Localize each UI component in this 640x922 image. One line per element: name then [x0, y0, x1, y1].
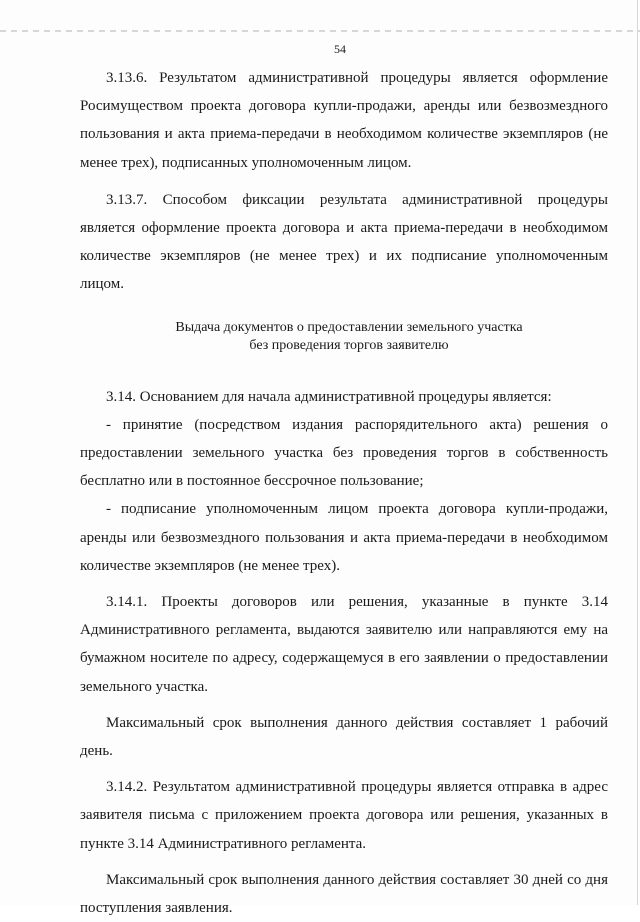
- scan-artifact-top: [0, 30, 640, 32]
- paragraph-3-13-6: 3.13.6. Результатом административной процедуры является оформление Росимуществом проекта договора купли-продажи, аренды или безвозмездного пользования и акта приема-передачи в необходимом количестве экземпляров (не менее трех), подписанных уполномоченным лицом.: [80, 70, 608, 171]
- section-heading-line-2: без проведения торгов заявителю: [249, 337, 449, 353]
- paragraph-3-14-2: 3.14.2. Результатом административной процедуры является отправка в адрес заявителя письма с приложением проекта договора или решения, указанных в пункте 3.14 Административного регламента.: [80, 779, 608, 852]
- paragraph-3-14-1: 3.14.1. Проекты договоров или решения, указанные в пункте 3.14 Административного регламента, выдаются заявителю или направляются ему на бумажном носителе по адресу, содержащемуся в его заявлении о предоставлении земельного участка.: [80, 594, 608, 695]
- list-item-decision: - принятие (посредством издания распорядительного акта) решения о предоставлении земельного участка без проведения торгов в собственность бесплатно или в постоянное бессрочное пользование;: [80, 416, 608, 490]
- list-item-contract-signing: - подписание уполномоченным лицом проекта договора купли-продажи, аренды или безвозмездного пользования и акта приема-передачи в необходимом количестве экземпляров (не менее трех).: [80, 501, 608, 574]
- section-heading: [80, 319, 608, 355]
- paragraph-deadline-1-day: Максимальный срок выполнения данного действия составляет 1 рабочий день.: [80, 714, 608, 760]
- paragraph-3-13-7: 3.13.7. Способом фиксации результата административной процедуры является оформление проекта договора и акта приема-передачи в необходимом количестве экземпляров (не менее трех) и их подписание уполномоченным лицом.: [80, 191, 608, 293]
- document-body: [80, 64, 608, 922]
- paragraph-deadline-30-days: Максимальный срок выполнения данного действия составляет 30 дней со дня поступления заявления.: [80, 871, 608, 917]
- scan-artifact-right: [637, 0, 638, 905]
- section-heading-line-1: Выдача документов о предоставлении земельного участка: [175, 319, 523, 335]
- page-number: 54: [334, 42, 346, 56]
- paragraph-3-14: 3.14. Основанием для начала административной процедуры является:: [106, 388, 552, 405]
